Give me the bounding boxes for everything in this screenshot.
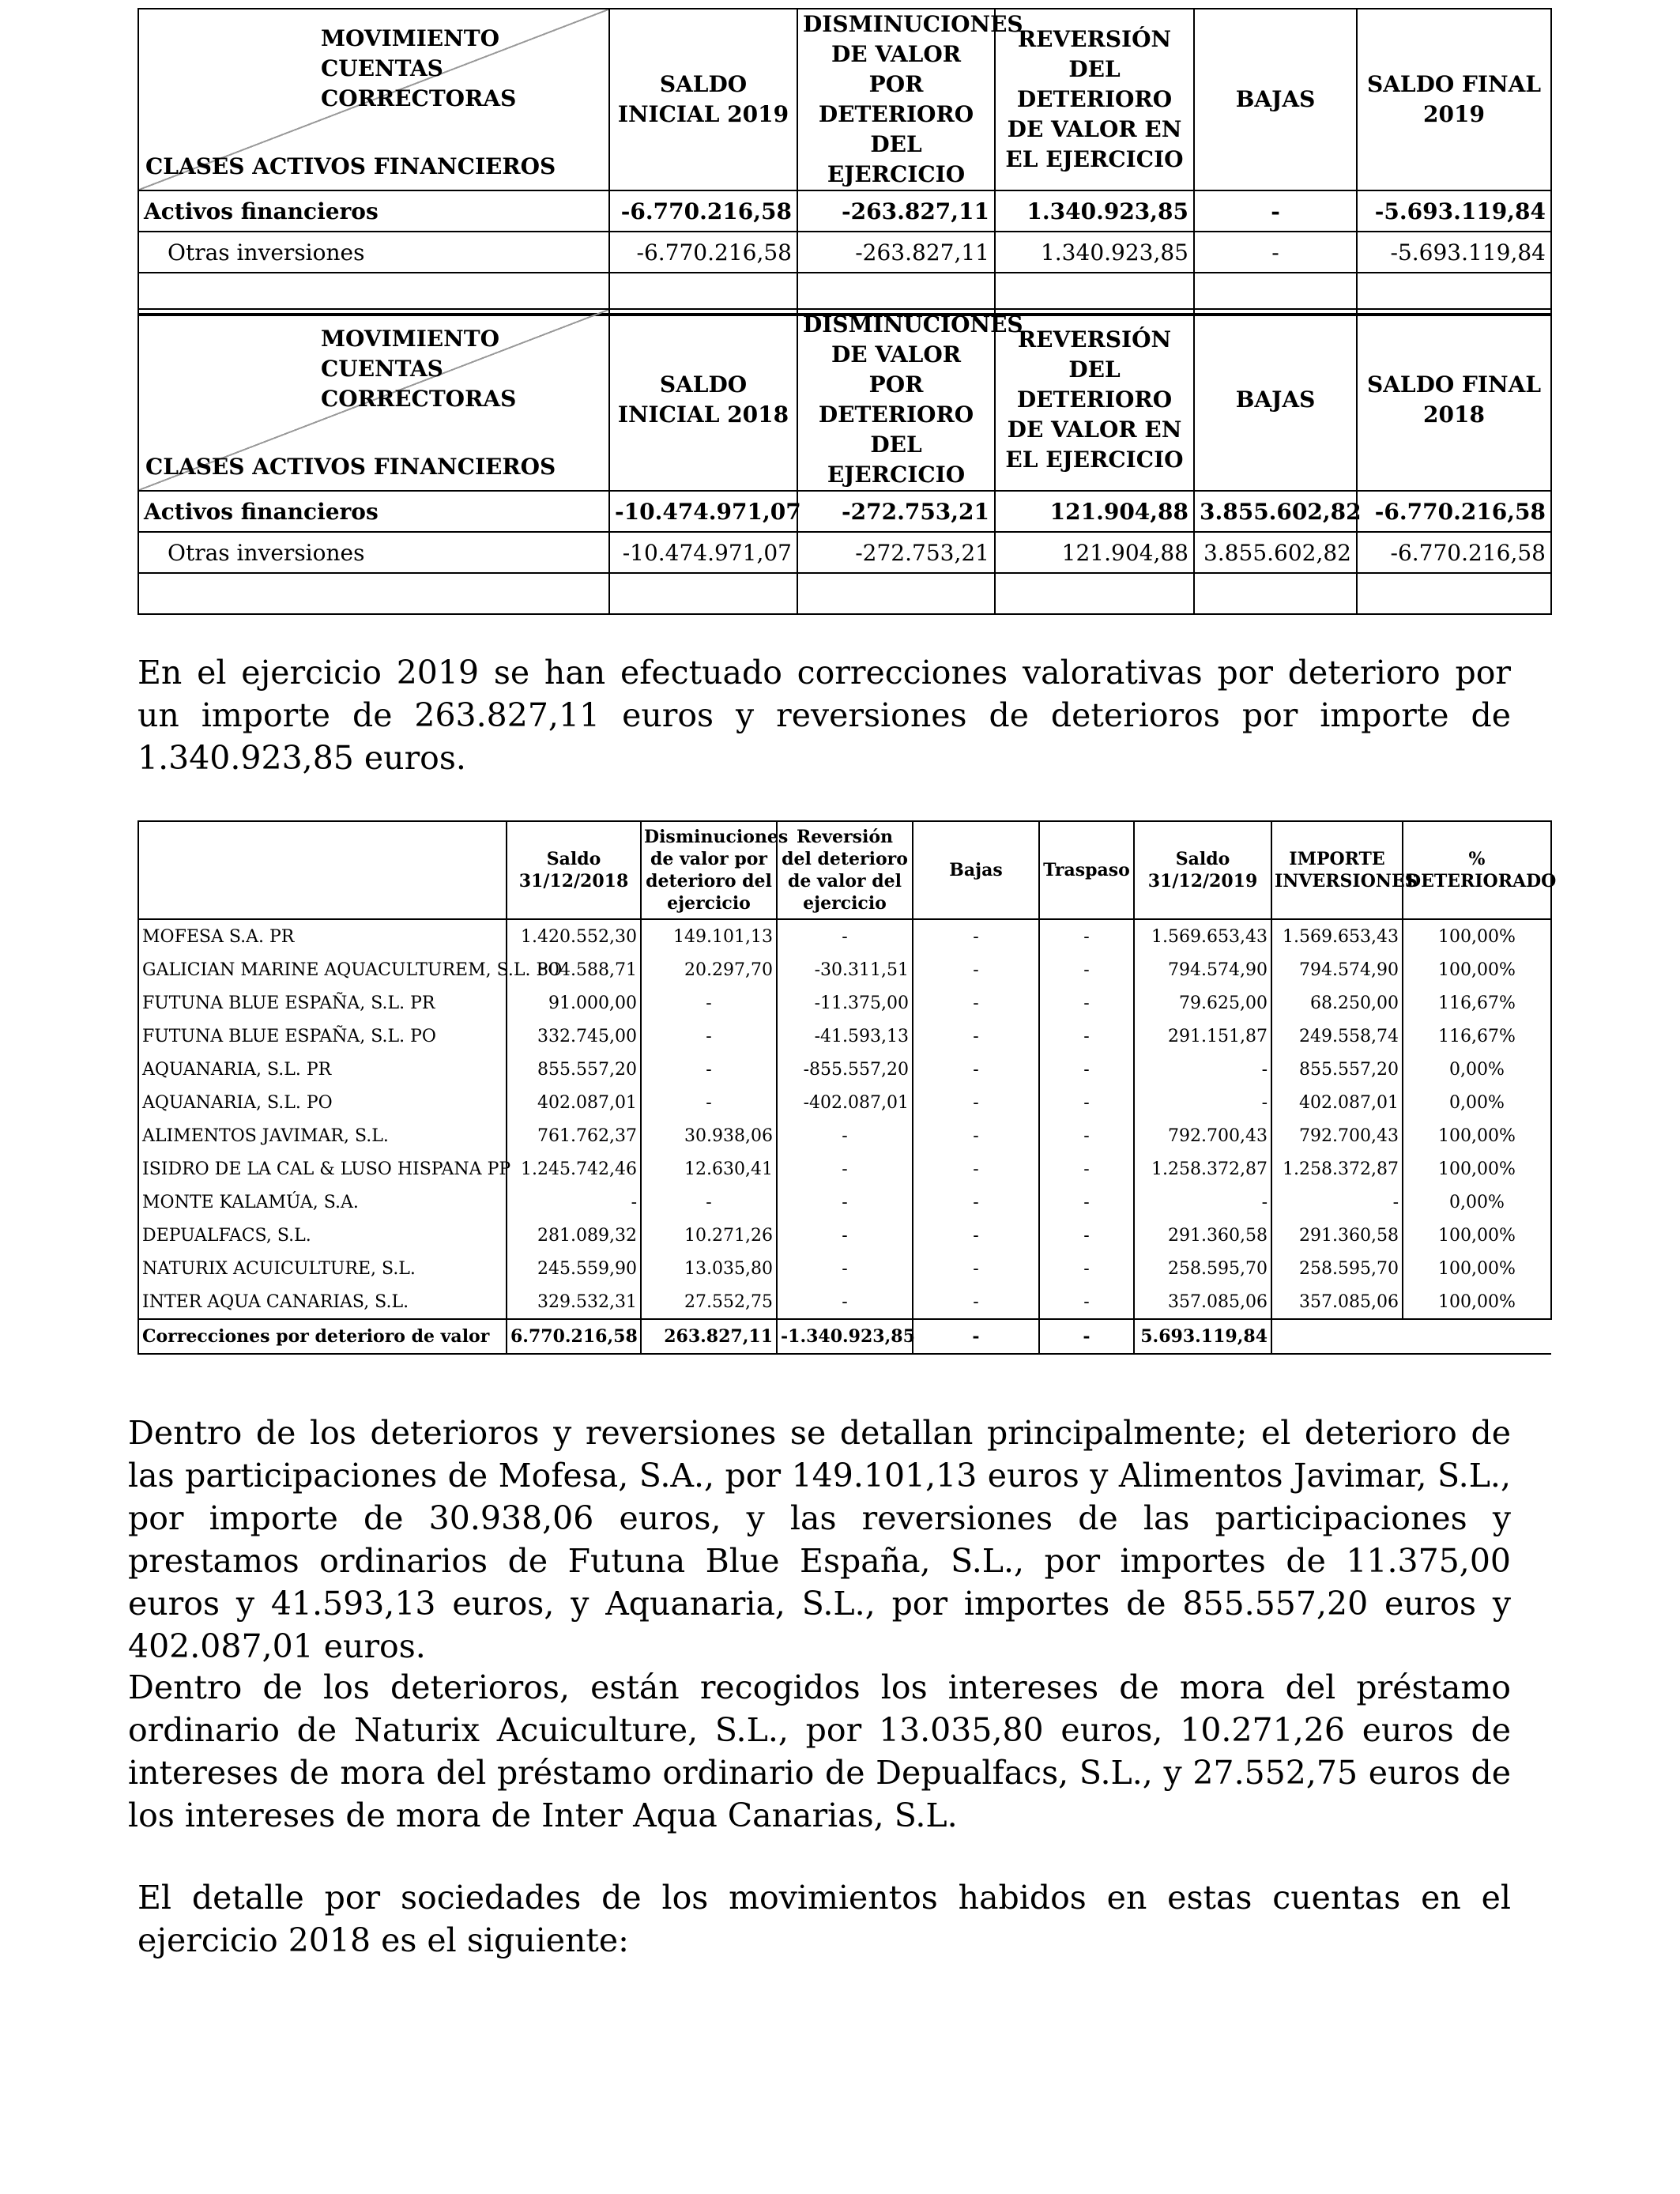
table-row xyxy=(138,953,1551,986)
table-2018 xyxy=(137,308,1552,615)
total-cell: -1.340.923,85 xyxy=(777,1319,913,1354)
detail-cell: 149.101,13 xyxy=(641,919,777,953)
detail-total-row xyxy=(138,1319,1551,1354)
detail-header-saldo-2018: Saldo 31/12/2018 xyxy=(507,821,641,919)
table-row xyxy=(138,1119,1551,1152)
detail-cell: 794.574,90 xyxy=(1271,953,1403,986)
row-label: Otras inversiones xyxy=(138,232,609,273)
detail-cell: 79.625,00 xyxy=(1134,986,1271,1020)
detail-cell: 357.085,06 xyxy=(1271,1285,1403,1319)
detail-header-bajas: Bajas xyxy=(913,821,1039,919)
table-row xyxy=(138,190,1551,232)
detail-cell: 0,00% xyxy=(1403,1186,1551,1219)
cell-saldo-inicial: -10.474.971,07 xyxy=(609,532,797,573)
total-cell: 263.827,11 xyxy=(641,1319,777,1354)
detail-cell: - xyxy=(1039,1119,1134,1152)
detail-header-deteriorado: % DETERIORADO xyxy=(1403,821,1551,919)
detail-cell: - xyxy=(641,1186,777,1219)
detail-header-traspaso: Traspaso xyxy=(1039,821,1134,919)
detail-cell: 291.360,58 xyxy=(1271,1219,1403,1252)
detail-cell: - xyxy=(777,1152,913,1186)
detail-cell: 0,00% xyxy=(1403,1053,1551,1086)
detail-header-reversion: Reversión del deterioro de valor del ejercicio xyxy=(777,821,913,919)
header-corner xyxy=(138,9,609,190)
header-reversion: REVERSIÓN DEL DETERIORO DE VALOR EN EL EJERCICIO xyxy=(995,309,1194,491)
detail-cell: - xyxy=(913,953,1039,986)
company-name: AQUANARIA, S.L. PR xyxy=(138,1053,507,1086)
cell-saldo-final: -5.693.119,84 xyxy=(1357,190,1551,232)
detail-cell: - xyxy=(913,1252,1039,1285)
cell-bajas: 3.855.602,82 xyxy=(1194,532,1357,573)
detail-cell: 100,00% xyxy=(1403,953,1551,986)
detail-cell: - xyxy=(1039,986,1134,1020)
company-name: DEPUALFACS, S.L. xyxy=(138,1219,507,1252)
detail-cell: - xyxy=(1134,1086,1271,1119)
detail-cell: 332.745,00 xyxy=(507,1020,641,1053)
detail-cell: - xyxy=(777,1119,913,1152)
cell-saldo-final: -6.770.216,58 xyxy=(1357,491,1551,532)
header-clases: CLASES ACTIVOS FINANCIEROS xyxy=(145,454,556,480)
detail-cell: 761.762,37 xyxy=(507,1119,641,1152)
detail-cell: 258.595,70 xyxy=(1271,1252,1403,1285)
cell-saldo-inicial: -6.770.216,58 xyxy=(609,190,797,232)
company-name: GALICIAN MARINE AQUACULTUREM, S.L. PO xyxy=(138,953,507,986)
total-label: Correcciones por deterioro de valor xyxy=(138,1319,507,1354)
detail-cell: - xyxy=(913,1285,1039,1319)
detail-cell: - xyxy=(1039,919,1134,953)
detail-cell: 291.151,87 xyxy=(1134,1020,1271,1053)
detail-cell: 804.588,71 xyxy=(507,953,641,986)
detail-cell: 20.297,70 xyxy=(641,953,777,986)
table-row xyxy=(138,1020,1551,1053)
paragraph-4: El detalle por sociedades de los movimientos habidos en estas cuentas en el ejercicio 2018 es el siguiente: xyxy=(137,1879,1511,1959)
detail-cell: -30.311,51 xyxy=(777,953,913,986)
detail-header-disminuciones: Disminuciones de valor por deterioro del ejercicio xyxy=(641,821,777,919)
table-row xyxy=(138,986,1551,1020)
detail-cell: 100,00% xyxy=(1403,1152,1551,1186)
detail-cell: -41.593,13 xyxy=(777,1020,913,1053)
detail-cell: - xyxy=(1134,1186,1271,1219)
paragraph-2: Dentro de los deterioros y reversiones se detallan principalmente; el deterioro de las participaciones de Mofesa, S.A., por 149.101,13 euros y Alimentos Javimar, S.L., por importe de 30.938,06 euros, y las reversiones de las participaciones y prestamos ordinarios de Futuna Blue España, S.L., por importes de 11.375,00 euros y 41.593,13 euros, y Aquanaria, S.L., por importes de 855.557,20 euros y 402.087,01 euros. xyxy=(128,1414,1511,1665)
detail-cell: - xyxy=(1039,1152,1134,1186)
detail-cell: - xyxy=(1271,1186,1403,1219)
detail-cell: - xyxy=(777,1285,913,1319)
detail-cell: 1.245.742,46 xyxy=(507,1152,641,1186)
header-saldo-inicial: SALDO INICIAL 2019 xyxy=(609,9,797,190)
header-corner xyxy=(138,309,609,491)
company-name: FUTUNA BLUE ESPAÑA, S.L. PO xyxy=(138,1020,507,1053)
detail-cell: 116,67% xyxy=(1403,986,1551,1020)
detail-header-importe: IMPORTE INVERSIONES xyxy=(1271,821,1403,919)
header-saldo-final: SALDO FINAL 2019 xyxy=(1357,9,1551,190)
detail-cell: - xyxy=(913,919,1039,953)
detail-cell: - xyxy=(641,1053,777,1086)
cell-saldo-inicial: -10.474.971,07 xyxy=(609,491,797,532)
detail-cell: -402.087,01 xyxy=(777,1086,913,1119)
cell-saldo-inicial: -6.770.216,58 xyxy=(609,232,797,273)
detail-cell: - xyxy=(1134,1053,1271,1086)
detail-cell: - xyxy=(1039,1252,1134,1285)
detail-cell: 100,00% xyxy=(1403,1119,1551,1152)
cell-reversion: 121.904,88 xyxy=(995,491,1194,532)
detail-cell: 27.552,75 xyxy=(641,1285,777,1319)
header-disminuciones: DISMINUCIONES DE VALOR POR DETERIORO DEL EJERCICIO xyxy=(797,9,995,190)
cell-reversion: 1.340.923,85 xyxy=(995,232,1194,273)
detail-cell: 855.557,20 xyxy=(1271,1053,1403,1086)
cell-disminuciones: -263.827,11 xyxy=(797,190,995,232)
detail-cell: 100,00% xyxy=(1403,919,1551,953)
header-reversion: REVERSIÓN DEL DETERIORO DE VALOR EN EL EJERCICIO xyxy=(995,9,1194,190)
header-clases: CLASES ACTIVOS FINANCIEROS xyxy=(145,153,556,179)
cell-bajas: - xyxy=(1194,190,1357,232)
detail-cell: 792.700,43 xyxy=(1271,1119,1403,1152)
detail-cell: - xyxy=(913,1219,1039,1252)
detail-cell: 258.595,70 xyxy=(1134,1252,1271,1285)
detail-cell: - xyxy=(1039,1285,1134,1319)
total-cell: 6.770.216,58 xyxy=(507,1319,641,1354)
detail-cell: 357.085,06 xyxy=(1134,1285,1271,1319)
detail-cell: - xyxy=(1039,953,1134,986)
table-2019 xyxy=(137,8,1552,316)
detail-cell: 1.569.653,43 xyxy=(1134,919,1271,953)
detail-cell: - xyxy=(1039,1053,1134,1086)
detail-cell: 281.089,32 xyxy=(507,1219,641,1252)
table-row xyxy=(138,1285,1551,1319)
detail-cell: - xyxy=(913,1186,1039,1219)
detail-cell: 12.630,41 xyxy=(641,1152,777,1186)
detail-cell: 1.569.653,43 xyxy=(1271,919,1403,953)
detail-cell: 1.420.552,30 xyxy=(507,919,641,953)
company-name: MOFESA S.A. PR xyxy=(138,919,507,953)
detail-cell: 30.938,06 xyxy=(641,1119,777,1152)
detail-cell: - xyxy=(641,1086,777,1119)
detail-cell: 1.258.372,87 xyxy=(1271,1152,1403,1186)
detail-cell: - xyxy=(913,986,1039,1020)
detail-cell: 10.271,26 xyxy=(641,1219,777,1252)
detail-cell: 329.532,31 xyxy=(507,1285,641,1319)
detail-table xyxy=(137,820,1557,1355)
cell-bajas: - xyxy=(1194,232,1357,273)
row-label: Otras inversiones xyxy=(138,532,609,573)
detail-cell: - xyxy=(1039,1219,1134,1252)
company-name: ALIMENTOS JAVIMAR, S.L. xyxy=(138,1119,507,1152)
cell-disminuciones: -272.753,21 xyxy=(797,491,995,532)
header-saldo-inicial: SALDO INICIAL 2018 xyxy=(609,309,797,491)
company-name: AQUANARIA, S.L. PO xyxy=(138,1086,507,1119)
table-row-empty xyxy=(138,573,1551,614)
header-saldo-final: SALDO FINAL 2018 xyxy=(1357,309,1551,491)
table-row xyxy=(138,1252,1551,1285)
cell-reversion: 121.904,88 xyxy=(995,532,1194,573)
total-cell: 5.693.119,84 xyxy=(1134,1319,1271,1354)
table-row xyxy=(138,1053,1551,1086)
detail-cell: 116,67% xyxy=(1403,1020,1551,1053)
header-bajas: BAJAS xyxy=(1194,309,1357,491)
cell-disminuciones: -263.827,11 xyxy=(797,232,995,273)
detail-cell: - xyxy=(641,986,777,1020)
cell-disminuciones: -272.753,21 xyxy=(797,532,995,573)
detail-cell: - xyxy=(913,1053,1039,1086)
table-row xyxy=(138,1086,1551,1119)
detail-cell: - xyxy=(777,1219,913,1252)
detail-cell: 794.574,90 xyxy=(1134,953,1271,986)
detail-cell: -855.557,20 xyxy=(777,1053,913,1086)
detail-header-saldo-2019: Saldo 31/12/2019 xyxy=(1134,821,1271,919)
header-movimiento: MOVIMIENTO CUENTAS CORRECTORAS xyxy=(321,25,517,111)
company-name: INTER AQUA CANARIAS, S.L. xyxy=(138,1285,507,1319)
table-row xyxy=(138,532,1551,573)
header-movimiento: MOVIMIENTO CUENTAS CORRECTORAS xyxy=(321,326,517,412)
detail-cell: - xyxy=(777,1186,913,1219)
table-row xyxy=(138,1152,1551,1186)
detail-cell: 100,00% xyxy=(1403,1252,1551,1285)
detail-cell: - xyxy=(507,1186,641,1219)
detail-cell: - xyxy=(1039,1186,1134,1219)
detail-cell: 1.258.372,87 xyxy=(1134,1152,1271,1186)
detail-cell: - xyxy=(913,1152,1039,1186)
detail-cell: 100,00% xyxy=(1403,1219,1551,1252)
detail-cell: 402.087,01 xyxy=(1271,1086,1403,1119)
detail-cell: - xyxy=(1039,1086,1134,1119)
cell-reversion: 1.340.923,85 xyxy=(995,190,1194,232)
detail-cell: 68.250,00 xyxy=(1271,986,1403,1020)
cell-saldo-final: -5.693.119,84 xyxy=(1357,232,1551,273)
detail-cell: 0,00% xyxy=(1403,1086,1551,1119)
detail-cell: 13.035,80 xyxy=(641,1252,777,1285)
header-disminuciones: DISMINUCIONES DE VALOR POR DETERIORO DEL EJERCICIO xyxy=(797,309,995,491)
detail-cell: 291.360,58 xyxy=(1134,1219,1271,1252)
detail-cell: - xyxy=(913,1119,1039,1152)
cell-bajas: 3.855.602,82 xyxy=(1194,491,1357,532)
detail-cell: 249.558,74 xyxy=(1271,1020,1403,1053)
paragraph-1: En el ejercicio 2019 se han efectuado correcciones valorativas por deterioro por un importe de 263.827,11 euros y reversiones de deterioros por importe de 1.340.923,85 euros. xyxy=(137,654,1511,777)
detail-cell: 402.087,01 xyxy=(507,1086,641,1119)
company-name: FUTUNA BLUE ESPAÑA, S.L. PR xyxy=(138,986,507,1020)
table-row xyxy=(138,232,1551,273)
detail-cell: - xyxy=(1039,1020,1134,1053)
detail-cell: - xyxy=(913,1020,1039,1053)
table-row xyxy=(138,1219,1551,1252)
company-name: NATURIX ACUICULTURE, S.L. xyxy=(138,1252,507,1285)
table-row xyxy=(138,1186,1551,1219)
detail-cell: - xyxy=(777,919,913,953)
company-name: ISIDRO DE LA CAL & LUSO HISPANA PP xyxy=(138,1152,507,1186)
header-bajas: BAJAS xyxy=(1194,9,1357,190)
table-row xyxy=(138,491,1551,532)
total-cell: - xyxy=(913,1319,1039,1354)
detail-cell: 792.700,43 xyxy=(1134,1119,1271,1152)
detail-cell: 100,00% xyxy=(1403,1285,1551,1319)
detail-cell: - xyxy=(913,1086,1039,1119)
company-name: MONTE KALAMÚA, S.A. xyxy=(138,1186,507,1219)
detail-cell: - xyxy=(641,1020,777,1053)
total-cell: - xyxy=(1039,1319,1134,1354)
detail-cell: - xyxy=(777,1252,913,1285)
cell-saldo-final: -6.770.216,58 xyxy=(1357,532,1551,573)
detail-header-empty xyxy=(138,821,507,919)
detail-cell: 91.000,00 xyxy=(507,986,641,1020)
detail-cell: 855.557,20 xyxy=(507,1053,641,1086)
paragraph-3: Dentro de los deterioros, están recogidos los intereses de mora del préstamo ordinario de Naturix Acuiculture, S.L., por 13.035,80 euros, 10.271,26 euros de intereses de mora del préstamo ordinario de Depualfacs, S.L., y 27.552,75 euros de los intereses de mora de Inter Aqua Canarias, S.L. xyxy=(128,1668,1511,1834)
row-label: Activos financieros xyxy=(138,491,609,532)
detail-cell: -11.375,00 xyxy=(777,986,913,1020)
table-row xyxy=(138,919,1551,953)
row-label: Activos financieros xyxy=(138,190,609,232)
detail-cell: 245.559,90 xyxy=(507,1252,641,1285)
